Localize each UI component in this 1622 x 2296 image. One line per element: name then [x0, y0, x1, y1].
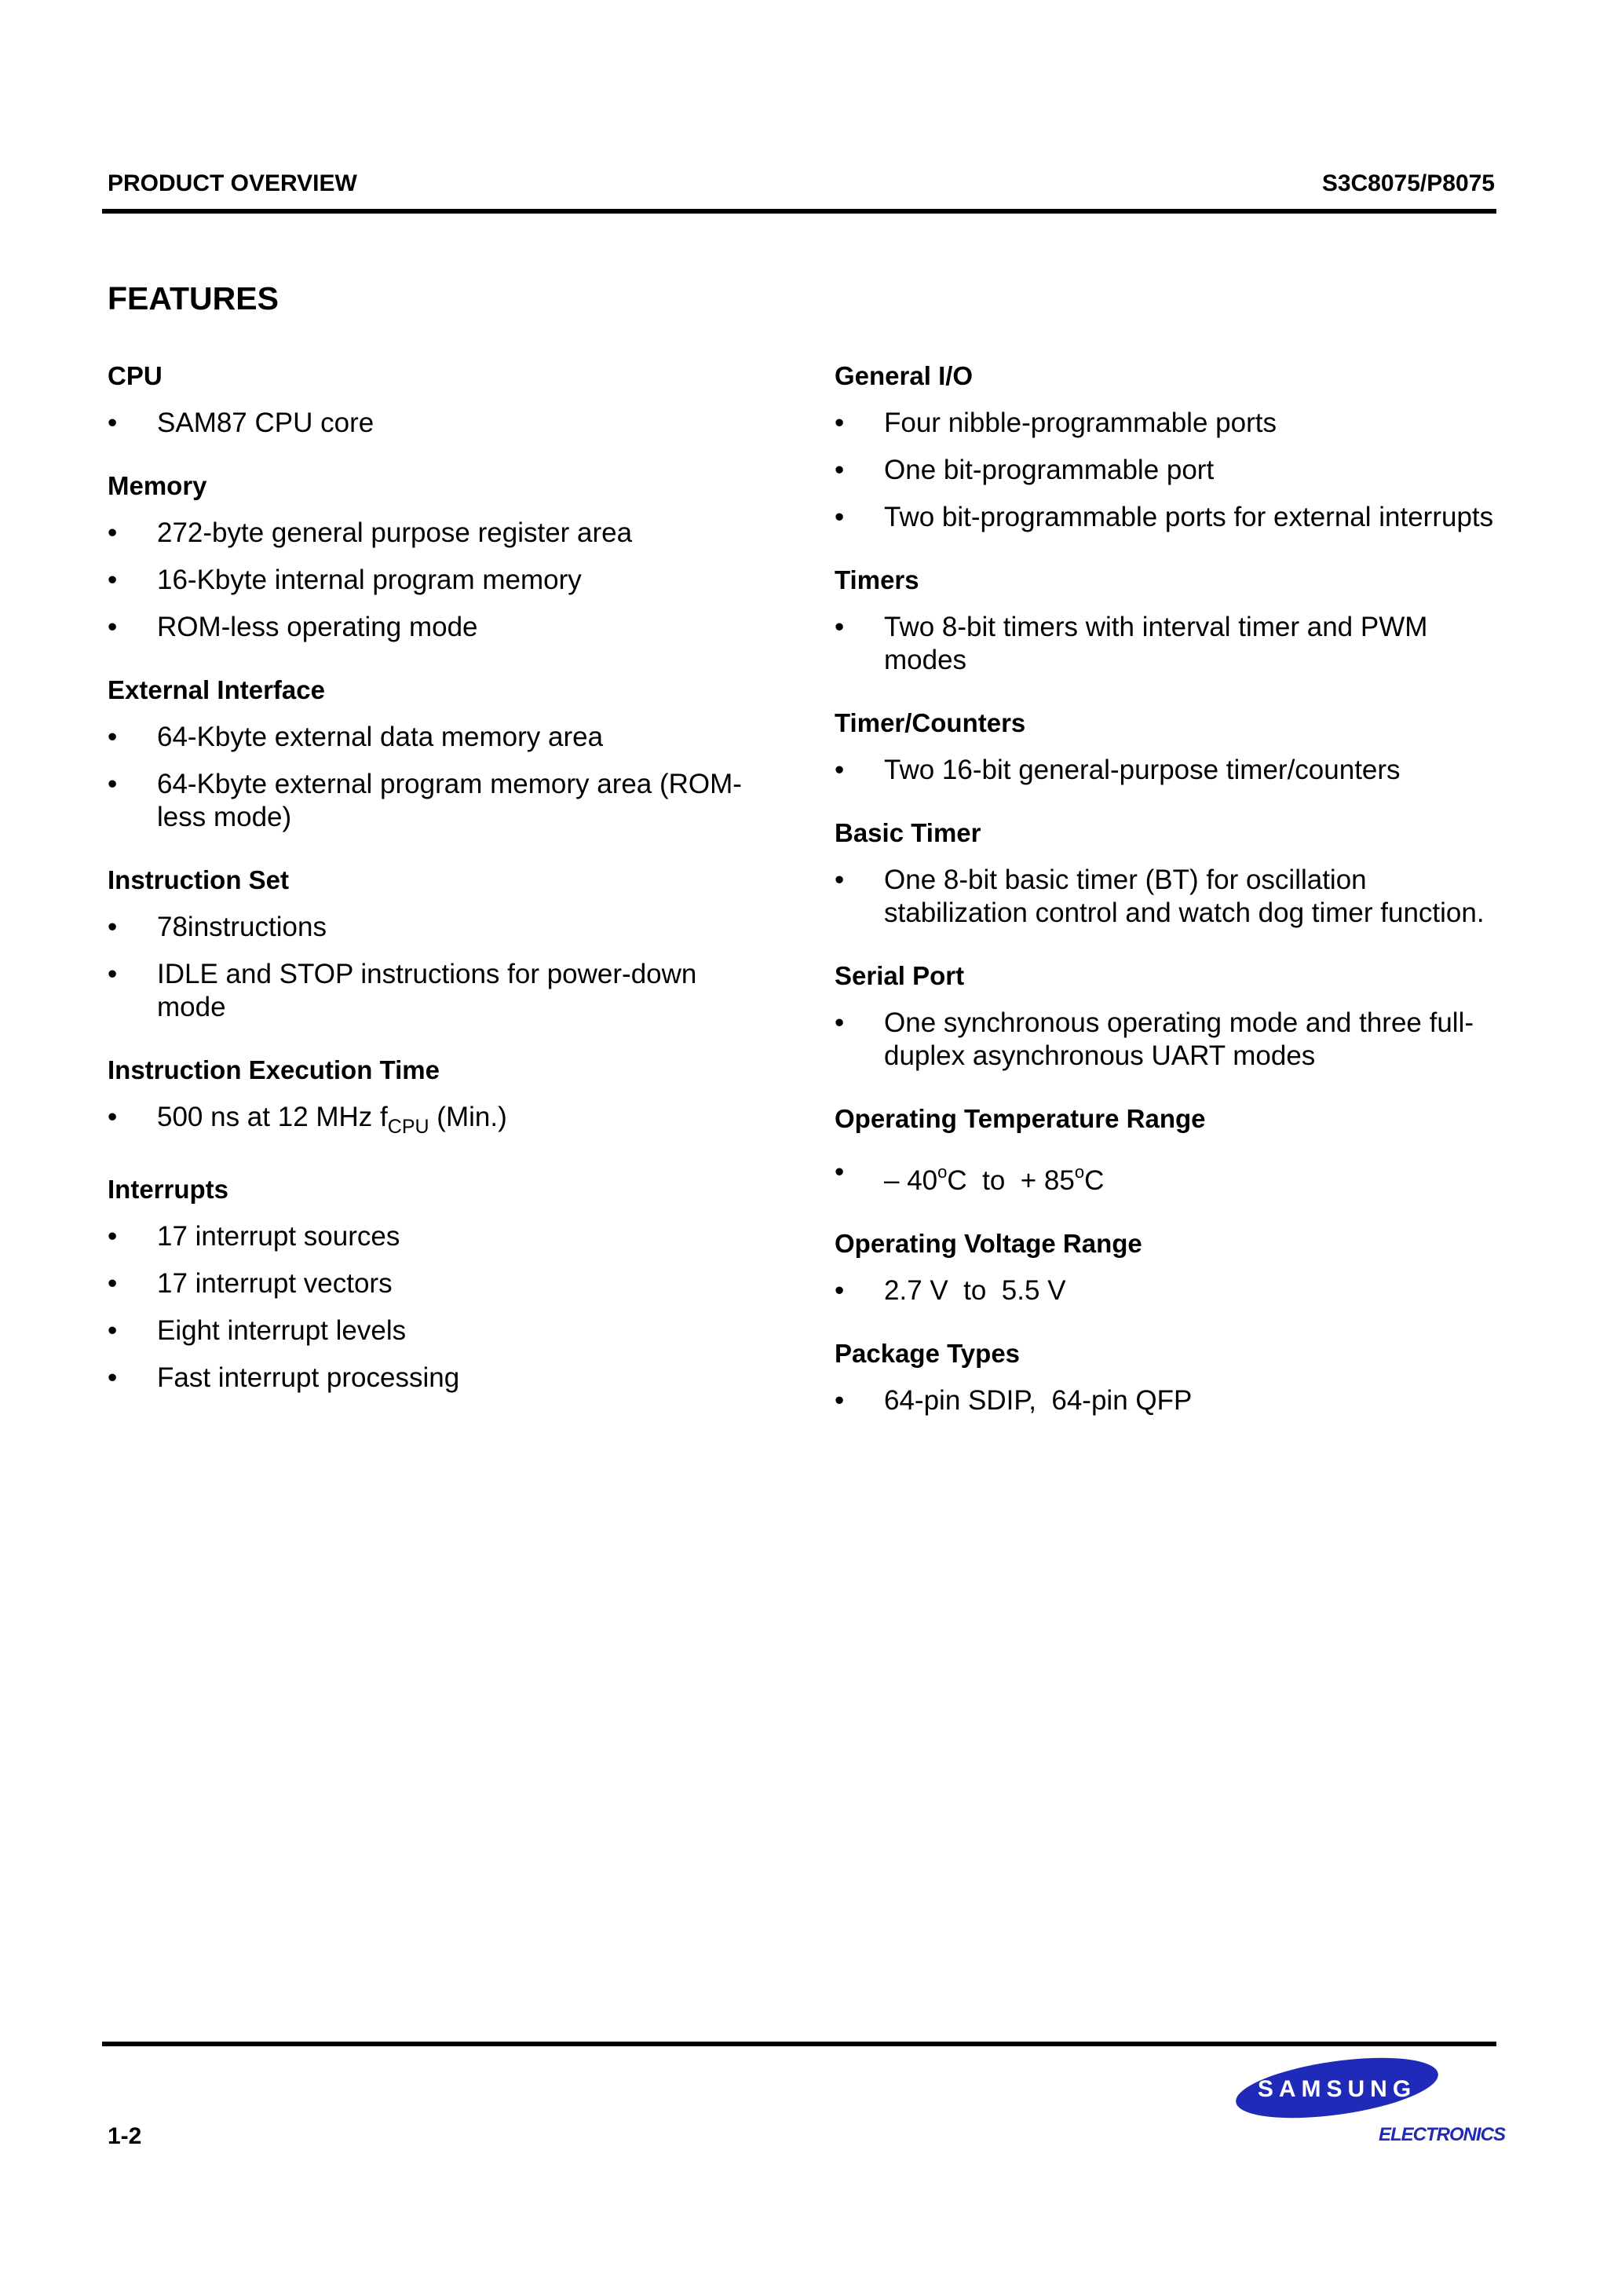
section-timer-counters [835, 707, 1502, 787]
list-item: • Two 16-bit general-purpose timer/counters [835, 755, 1401, 785]
left-column [108, 360, 759, 1424]
bullet: • [835, 865, 845, 895]
list-item: • 64-pin SDIP, 64-pin QFP [835, 1385, 1193, 1416]
list-item: • Fast interrupt processing [108, 1362, 460, 1393]
bullet: • [108, 517, 118, 548]
bullet: • [835, 612, 845, 642]
bullet: • [108, 1221, 118, 1252]
bullet: • [108, 912, 118, 942]
list-item: • 16-Kbyte internal program memory [108, 565, 582, 595]
list-item: • Four nibble-programmable ports [835, 408, 1277, 438]
list-item: • Eight interrupt levels [108, 1315, 407, 1346]
bullet: • [108, 1268, 118, 1299]
bullet: • [108, 722, 118, 752]
section-external-interface [108, 674, 759, 834]
section-title: Instruction Set [108, 865, 290, 894]
section-title: Operating Temperature Range [835, 1104, 1206, 1133]
header-divider [102, 209, 1496, 214]
section-cpu [108, 360, 759, 440]
page-title: FEATURES [108, 280, 279, 316]
section-instruction-set [108, 864, 759, 1024]
header-section-title: PRODUCT OVERVIEW [108, 170, 357, 196]
bullet: • [835, 1007, 845, 1038]
bullet: • [835, 755, 845, 785]
section-title: Operating Voltage Range [835, 1229, 1142, 1258]
list-item: • SAM87 CPU core [108, 408, 374, 438]
bullet: • [835, 455, 845, 485]
bullet: • [108, 565, 118, 595]
bullet: • [835, 502, 845, 532]
list-item: • 64-Kbyte external data memory area [108, 722, 604, 752]
bullet: • [835, 1385, 845, 1416]
list-item: • 64-Kbyte external program memory area (ROM-less mode) [108, 769, 742, 832]
section-memory [108, 470, 759, 644]
samsung-logo-icon [1231, 2056, 1443, 2120]
list-item: • 78instructions [108, 912, 327, 942]
degree-symbol: o [1074, 1162, 1085, 1182]
bullet: • [108, 769, 118, 799]
logo-subtext: ELECTRONICS [1379, 2124, 1506, 2145]
section-title: Basic Timer [835, 818, 981, 847]
list-item: • One bit-programmable port [835, 455, 1215, 485]
section-title: General I/O [835, 361, 974, 390]
section-title: CPU [108, 361, 163, 390]
section-instruction-execution-time [108, 1054, 759, 1143]
section-general-io [835, 360, 1502, 534]
bullet: • [108, 1362, 118, 1393]
section-package-types [835, 1337, 1502, 1417]
list-item: • 17 interrupt sources [108, 1221, 400, 1252]
bullet: • [108, 959, 118, 989]
list-item: • 272-byte general purpose register area [108, 517, 633, 548]
bullet: • [108, 1315, 118, 1346]
samsung-logo [1225, 2056, 1506, 2150]
section-title: Interrupts [108, 1175, 229, 1204]
section-operating-voltage [835, 1227, 1502, 1307]
list-item: • – 40$^o$C to + $85^oC$ [835, 1157, 1105, 1196]
section-title: Memory [108, 471, 207, 500]
section-basic-timer [835, 817, 1502, 930]
list-item: • 2.7 V to 5.5 V [835, 1275, 1066, 1306]
list-item: • One synchronous operating mode and three full-duplex asynchronous UART modes [835, 1007, 1474, 1071]
footer-divider [102, 2042, 1496, 2046]
subscript-cpu: CPU [387, 1116, 429, 1138]
bullet: • [108, 408, 118, 438]
bullet: • [108, 612, 118, 642]
section-serial-port [835, 960, 1502, 1073]
section-title: Timer/Counters [835, 708, 1026, 737]
header-part-number: S3C8075/P8075 [1321, 170, 1495, 196]
list-item: • One 8-bit basic timer (BT) for oscillation stabilization control and watch dog timer function. [835, 865, 1485, 928]
section-title: Timers [835, 565, 919, 594]
list-item: • 17 interrupt vectors [108, 1268, 393, 1299]
section-operating-temperature [835, 1102, 1502, 1197]
list-item: • Two 8-bit timers with interval timer and PWM modes [835, 612, 1428, 675]
bullet: • [835, 1275, 845, 1306]
list-item: • IDLE and STOP instructions for power-down mode [108, 959, 697, 1022]
page-number: 1-2 [108, 2123, 142, 2149]
list-item: • Two bit-programmable ports for external interrupts [835, 502, 1494, 532]
right-column [835, 360, 1502, 1447]
section-title: Instruction Execution Time [108, 1055, 440, 1084]
bullet: • [835, 1157, 845, 1187]
bullet: • [108, 1102, 118, 1132]
list-item: • ROM-less operating mode [108, 612, 478, 642]
section-timers [835, 564, 1502, 677]
logo-text: SAMSUNG [1257, 2076, 1417, 2102]
bullet: • [835, 408, 845, 438]
section-interrupts [108, 1173, 759, 1395]
section-title: Serial Port [835, 961, 965, 990]
degree-symbol: o [937, 1162, 948, 1182]
section-title: Package Types [835, 1339, 1021, 1368]
section-title: External Interface [108, 675, 325, 704]
list-item: • 500 ns at 12 MHz $f_{CPU}$ (Min.) [108, 1102, 507, 1138]
